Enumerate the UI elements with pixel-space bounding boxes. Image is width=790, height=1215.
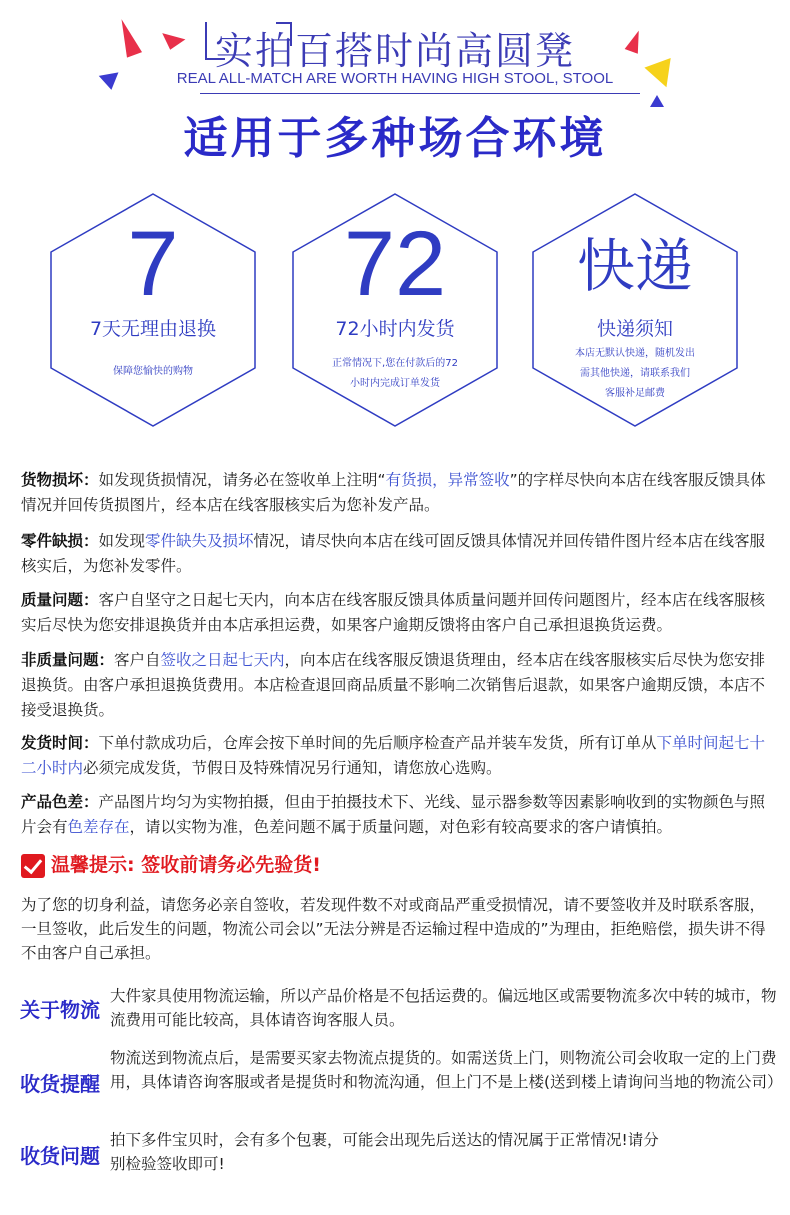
main-title: 适用于多种场合环境 — [183, 113, 607, 164]
policy-text: 客户自 — [114, 651, 161, 669]
policy-text: ，请以实物为准，色差问题不属于质量问题，对色彩有较高要求的客户请慎拍。 — [129, 818, 673, 836]
policy-title: 零件缺损： — [21, 532, 99, 550]
policy-non-quality — [21, 648, 777, 723]
policy-text: 如发现货损情况，请务必在签收单上注明“ — [98, 471, 386, 489]
header-title-en: REAL ALL-MATCH ARE WORTH HAVING HIGH STOOL, STOOL — [176, 70, 614, 87]
badge-express-notice — [530, 192, 740, 428]
policy-text: 下单付款成功后，仓库会按下单时间的先后顺序检查产品并装车发货，所有订单从 — [98, 734, 657, 752]
policy-highlight: 有货损，异常签收 — [385, 471, 510, 489]
badge-note-line: 保障您愉快的购物 — [113, 366, 193, 377]
badge-big-text: 72 — [343, 213, 447, 315]
policy-title: 产品色差： — [21, 793, 99, 811]
badge-label: 7天无理由退换 — [89, 318, 217, 340]
policy-text: 如发现 — [98, 532, 146, 550]
policy-text: 客户自坚守之日起七天内，向本店在线客服反馈具体质量问题并回传问题图片，经本店在线客服核实后尽快为您安排退换货并由本店承担运费，如果客户逾期反馈将由客户自己承担退换货运费。 — [21, 591, 766, 634]
policy-shipping-time — [21, 731, 777, 781]
badge-note-line: 需其他快递，请联系我们 — [580, 368, 690, 379]
badge-note-line: 正常情况下,您在付款后的72 — [332, 358, 458, 369]
policy-highlight: 零件缺失及损坏 — [145, 532, 254, 550]
badge-big-text: 7 — [127, 213, 179, 315]
policy-missing-parts — [21, 529, 777, 579]
receiving-issue-text: 拍下多件宝贝时，会有多个包裹，可能会出现先后送达的情况属于正常情况!请分别检验签收即可! — [110, 1131, 659, 1173]
warning-text: 为了您的切身利益，请您务必亲自签收，若发现件数不对或商品严重受损情况，请不要签收并及时联系客服，一旦签收，此后发生的问题，物流公司会以”无法分辨是否运输过程中造成的”为理由，拒绝赔偿，损失讲不得不由客户自己承担。 — [21, 896, 766, 962]
policy-text: 情况，请尽快向本店在线可固反馈具体情况并回传错件图片经本店在线客服核实后，为您补发零件。 — [21, 532, 766, 575]
policy-highlight: 色差存在 — [67, 818, 130, 836]
policy-damage — [21, 468, 777, 518]
policy-text: 必须完成发货，节假日及特殊情况另行通知，请您放心选购。 — [83, 759, 502, 777]
logistics-text: 大件家具使用物流运输，所以产品价格是不包括运费的。偏远地区或需要物流多次中转的城市，物流费用可能比较高，具体请咨询客服人员。 — [110, 987, 777, 1029]
policy-text: 产品图片均匀为实物拍摄，但由于拍摄技术下、光线、显示器参数等因素影响收到的实物颜色与照片会有 — [21, 793, 766, 836]
header-divider — [200, 93, 640, 94]
policy-text: ，向本店在线客服反馈退货理由，经本店在线客服核实后尽快为您安排退换货。由客户承担退换货费用。本店检查退回商品质量不影响二次销售后退款，如果客户逾期反馈，本店不接受退换货。 — [21, 651, 766, 719]
checkmark-icon — [21, 854, 45, 878]
badge-7-day-return — [48, 192, 258, 428]
badge-big-text: 快递 — [576, 232, 693, 300]
policy-quality — [21, 588, 777, 638]
badge-label: 72小时内发货 — [335, 318, 455, 340]
badge-note-line: 小时内完成订单发货 — [350, 378, 440, 389]
policy-color-difference — [21, 790, 777, 840]
policy-title: 货物损坏： — [21, 471, 99, 489]
policy-highlight: 签收之日起七天内 — [160, 651, 285, 669]
policy-highlight: 下单时间起七十二小时内 — [21, 734, 766, 777]
policy-text: ”的字样尽快向本店在线客服反馈具体情况并回传货损图片，经本店在线客服核实后为您补发产品。 — [21, 471, 766, 514]
badge-note-line: 客服补足邮费 — [605, 388, 665, 399]
badge-note-line: 本店无默认快递，随机发出 — [575, 348, 695, 359]
warning-heading — [21, 850, 321, 878]
receiving-reminder-title: 收货提醒 — [20, 1072, 100, 1096]
badge-label: 快递须知 — [596, 318, 673, 340]
warning-title: 温馨提示: 签收前请务必先验货! — [51, 854, 321, 876]
receiving-reminder-text: 物流送到物流点后，是需要买家去物流点提货的。如需送货上门，则物流公司会收取一定的上门费用，具体请咨询客服或者是提货时和物流沟通，但上门不是上楼(送到楼上请询问当地的物流公司） — [110, 1049, 783, 1091]
policy-title: 质量问题： — [21, 591, 99, 609]
logistics-title: 关于物流 — [20, 998, 100, 1022]
receiving-issue-title: 收货问题 — [20, 1144, 100, 1168]
policy-title: 非质量问题： — [21, 651, 115, 669]
header-title-cn: 实拍百搭时尚高圆凳 — [214, 29, 575, 73]
badge-72-hour-shipping — [290, 192, 500, 428]
policy-title: 发货时间： — [21, 734, 99, 752]
